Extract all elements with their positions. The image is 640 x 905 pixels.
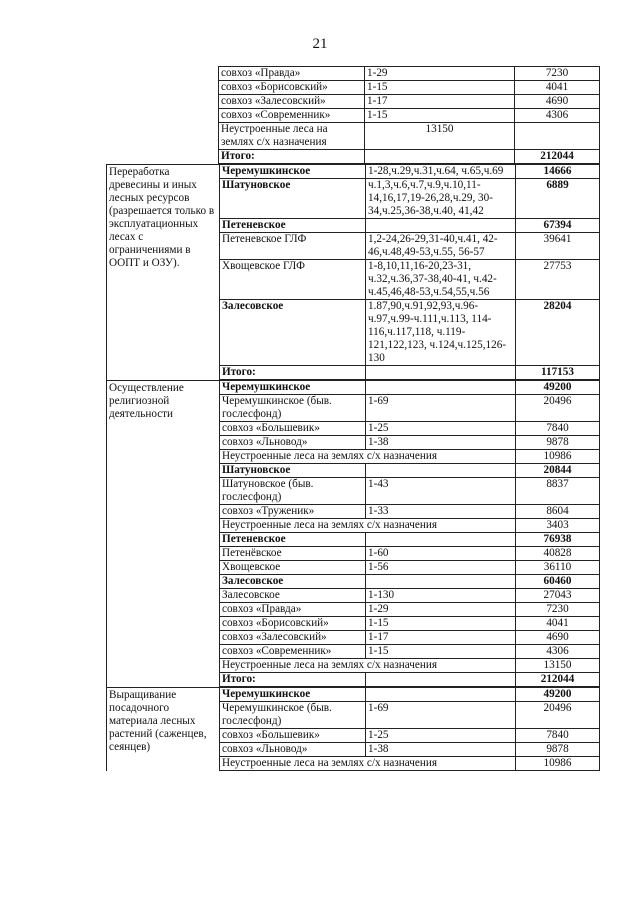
area-cell: 8604 — [546, 505, 569, 517]
quarters-cell: ч.1,3,ч.6,ч.7,ч.9,ч.10,11-14,16,17,19-26,28,ч.29, 30-34,ч.25,36-38,ч.40, 41,42 — [366, 179, 516, 218]
area-cell: 212044 — [540, 150, 574, 162]
table-row — [220, 602, 599, 616]
table-row — [220, 449, 599, 463]
quarters-cell: 13150 — [365, 123, 515, 149]
quarters-cell: 1-29 — [365, 67, 515, 80]
table-section — [106, 687, 600, 771]
table-row — [220, 560, 599, 574]
quarters-cell: 1,2-24,26-29,31-40,ч.41, 42-46,ч.48,49-53,ч.55, 56-57 — [366, 233, 516, 259]
quarters-cell: 1-15 — [366, 645, 516, 658]
table-row — [219, 94, 599, 108]
table-row — [220, 588, 599, 602]
area-cell: 4306 — [545, 109, 569, 121]
quarters-cell — [366, 381, 516, 394]
forestry-name-cell: Петеневское ГЛФ — [220, 233, 366, 259]
quarters-cell: 1-15 — [366, 617, 516, 630]
activity-type-cell: Выращивание посадочного материала лесных растений (саженцев, сеянцев) — [107, 687, 219, 771]
area-cell: 20844 — [543, 464, 572, 476]
forestry-name-cell: совхоз «Борисовский» — [220, 617, 366, 630]
area-cell: 212044 — [540, 673, 575, 685]
quarters-cell: 1-130 — [366, 589, 516, 602]
table-row — [220, 518, 599, 532]
area-cell: 7230 — [545, 67, 569, 79]
forestry-name-cell: Хвощевское ГЛФ — [220, 260, 366, 299]
forestry-name-cell: совхоз «Большевик» — [220, 729, 366, 742]
activity-type-cell: Осуществление религиозной деятельности — [107, 380, 219, 687]
area-cell: 67394 — [543, 219, 572, 231]
quarters-cell — [366, 219, 516, 232]
table-row — [220, 728, 599, 742]
area-cell: 14666 — [543, 165, 572, 177]
table-row — [220, 365, 599, 380]
forestry-name-cell: Шатуновское — [220, 179, 366, 218]
table-section — [106, 164, 600, 380]
table-row — [219, 122, 599, 149]
quarters-cell: 1.87,90,ч.91,92,93,ч.96-ч.97,ч.99-ч.111,ч.113, 114-116,ч.117,118, ч.119-121,122,123, ч.124,ч.125,126-130 — [366, 300, 516, 365]
area-cell: 4690 — [545, 95, 569, 107]
forestry-name-cell: Неустроенные леса на землях с/х назначения — [220, 450, 516, 463]
table-row — [219, 149, 599, 164]
quarters-cell: 1-69 — [366, 395, 516, 421]
quarters-cell — [366, 533, 516, 546]
forestry-name-cell: совхоз «Правда» — [219, 67, 365, 80]
table-row — [220, 299, 599, 365]
table-row — [220, 421, 599, 435]
table-row — [220, 178, 599, 218]
quarters-cell: 1-29 — [366, 603, 516, 616]
quarters-cell: 1-38 — [366, 743, 516, 756]
quarters-cell: 1-43 — [366, 478, 516, 504]
forestry-name-cell: Черемушкинское (быв. гослесфонд) — [220, 395, 366, 421]
forestry-name-cell: совхоз «Правда» — [220, 603, 366, 616]
quarters-cell — [366, 688, 516, 701]
quarters-cell: 1-25 — [366, 729, 516, 742]
table-row — [220, 658, 599, 672]
area-cell: 9878 — [546, 436, 569, 448]
forestry-name-cell: совхоз «Залесовский» — [219, 95, 365, 108]
area-cell: 117153 — [541, 366, 574, 378]
forestry-name-cell: Неустроенные леса на землях с/х назначения — [220, 659, 516, 672]
forestry-name-cell: совхоз «Труженик» — [220, 505, 366, 518]
forestry-name-cell: Черемушкинское (быв. гослесфонд) — [220, 702, 366, 728]
table-row — [220, 574, 599, 588]
quarters-cell: 1-56 — [366, 561, 516, 574]
table-row — [219, 80, 599, 94]
quarters-cell: 1-17 — [365, 95, 515, 108]
quarters-cell — [366, 366, 516, 379]
table-row — [220, 504, 599, 518]
area-cell: 4041 — [545, 81, 569, 93]
forestry-name-cell: совхоз «Борисовский» — [219, 81, 365, 94]
table-row — [220, 756, 599, 771]
area-cell: 10986 — [543, 450, 572, 462]
area-cell: 7840 — [546, 729, 569, 741]
area-cell: 13150 — [543, 659, 572, 671]
area-cell: 36110 — [543, 561, 572, 573]
area-cell: 7230 — [546, 603, 569, 615]
forestry-table — [106, 66, 600, 771]
quarters-cell: 1-8,10,11,16-20,23-31, ч.32,ч.36,37-38,40-41, ч.42-ч.45,46,48-53,ч.54,55,ч.56 — [366, 260, 516, 299]
area-cell: 6889 — [546, 179, 569, 191]
quarters-cell: 1-60 — [366, 547, 516, 560]
table-row — [220, 616, 599, 630]
area-cell: 20496 — [543, 395, 572, 407]
forestry-name-cell: совхоз «Современник» — [220, 645, 366, 658]
area-cell: 8837 — [546, 478, 569, 490]
table-row — [220, 687, 599, 701]
area-cell: 4306 — [546, 645, 569, 657]
table-row — [220, 218, 599, 232]
quarters-cell: 1-17 — [366, 631, 516, 644]
forestry-name-cell: Черемушкинское — [220, 688, 366, 701]
forestry-name-cell: Неустроенные леса на землях с/х назначения — [220, 519, 516, 532]
quarters-cell — [366, 464, 516, 477]
quarters-cell — [366, 575, 516, 588]
area-cell: 49200 — [543, 381, 572, 393]
forestry-name-cell: Неустроенные леса на землях с/х назначения — [220, 757, 516, 770]
table-row — [220, 259, 599, 299]
table-row — [220, 477, 599, 504]
area-cell: 27753 — [543, 260, 572, 272]
forestry-name-cell: Петеневское — [220, 533, 366, 546]
area-cell: 49200 — [543, 688, 572, 700]
area-cell: 9878 — [546, 743, 569, 755]
forestry-name-cell: Петеневское — [220, 219, 366, 232]
quarters-cell: 1-15 — [365, 81, 515, 94]
quarters-cell: 1-69 — [366, 702, 516, 728]
table-row — [220, 435, 599, 449]
table-row — [219, 108, 599, 122]
table-row — [220, 532, 599, 546]
forestry-name-cell: Залесовское — [220, 300, 366, 365]
forestry-name-cell: Петенёвское — [220, 547, 366, 560]
quarters-cell: 1-38 — [366, 436, 516, 449]
page-number: 21 — [312, 36, 328, 52]
quarters-cell — [365, 150, 515, 163]
table-section — [106, 380, 600, 687]
forestry-name-cell: совхоз «Большевик» — [220, 422, 366, 435]
area-cell: 60460 — [543, 575, 572, 587]
area-cell: 4690 — [546, 631, 569, 643]
forestry-name-cell: Итого: — [219, 150, 365, 163]
quarters-cell: 1-15 — [365, 109, 515, 122]
forestry-name-cell: Черемушкинское — [220, 165, 366, 178]
forestry-name-cell: Залесовское — [220, 589, 366, 602]
activity-type-cell: Переработка древесины и иных лесных ресурсов (разрешается только в эксплуатационных лесах с ограничениями в ООПТ и ОЗУ). — [107, 164, 219, 380]
area-cell: 27043 — [543, 589, 572, 601]
forestry-name-cell: Итого: — [220, 673, 366, 686]
area-cell: 4041 — [546, 617, 569, 629]
area-cell: 10986 — [543, 757, 572, 769]
area-cell: 7840 — [546, 422, 569, 434]
forestry-name-cell: совхоз «Современник» — [219, 109, 365, 122]
table-row — [220, 644, 599, 658]
forestry-name-cell: совхоз «Залесовский» — [220, 631, 366, 644]
table-row — [219, 66, 599, 80]
table-row — [220, 463, 599, 477]
table-row — [220, 546, 599, 560]
table-row — [220, 742, 599, 756]
quarters-cell: 1-25 — [366, 422, 516, 435]
forestry-name-cell: Шатуновское — [220, 464, 366, 477]
table-row — [220, 394, 599, 421]
table-row — [220, 701, 599, 728]
table-row — [220, 630, 599, 644]
forestry-name-cell: Черемушкинское — [220, 381, 366, 394]
area-cell: 20496 — [543, 702, 572, 714]
forestry-name-cell: совхоз «Льновод» — [220, 436, 366, 449]
quarters-cell — [366, 673, 516, 686]
area-cell: 76938 — [543, 533, 572, 545]
area-cell: 40828 — [543, 547, 572, 559]
forestry-name-cell: Шатуновское (быв. гослесфонд) — [220, 478, 366, 504]
table-row — [220, 232, 599, 259]
table-row — [220, 380, 599, 394]
area-cell: 3403 — [546, 519, 569, 531]
table-section — [106, 66, 600, 164]
table-row — [220, 164, 599, 178]
table-row — [220, 672, 599, 687]
forestry-name-cell: совхоз «Льновод» — [220, 743, 366, 756]
forestry-name-cell: Неустроенные леса на землях с/х назначения — [219, 123, 365, 149]
area-cell: 28204 — [543, 300, 572, 312]
forestry-name-cell: Итого: — [220, 366, 366, 379]
area-cell — [515, 123, 599, 149]
area-cell: 39641 — [543, 233, 572, 245]
forestry-name-cell: Хвощевское — [220, 561, 366, 574]
activity-type-cell — [106, 66, 218, 164]
quarters-cell: 1-28,ч.29,ч.31,ч.64, ч.65,ч.69 — [366, 165, 516, 178]
forestry-name-cell: Залесовское — [220, 575, 366, 588]
quarters-cell: 1-33 — [366, 505, 516, 518]
